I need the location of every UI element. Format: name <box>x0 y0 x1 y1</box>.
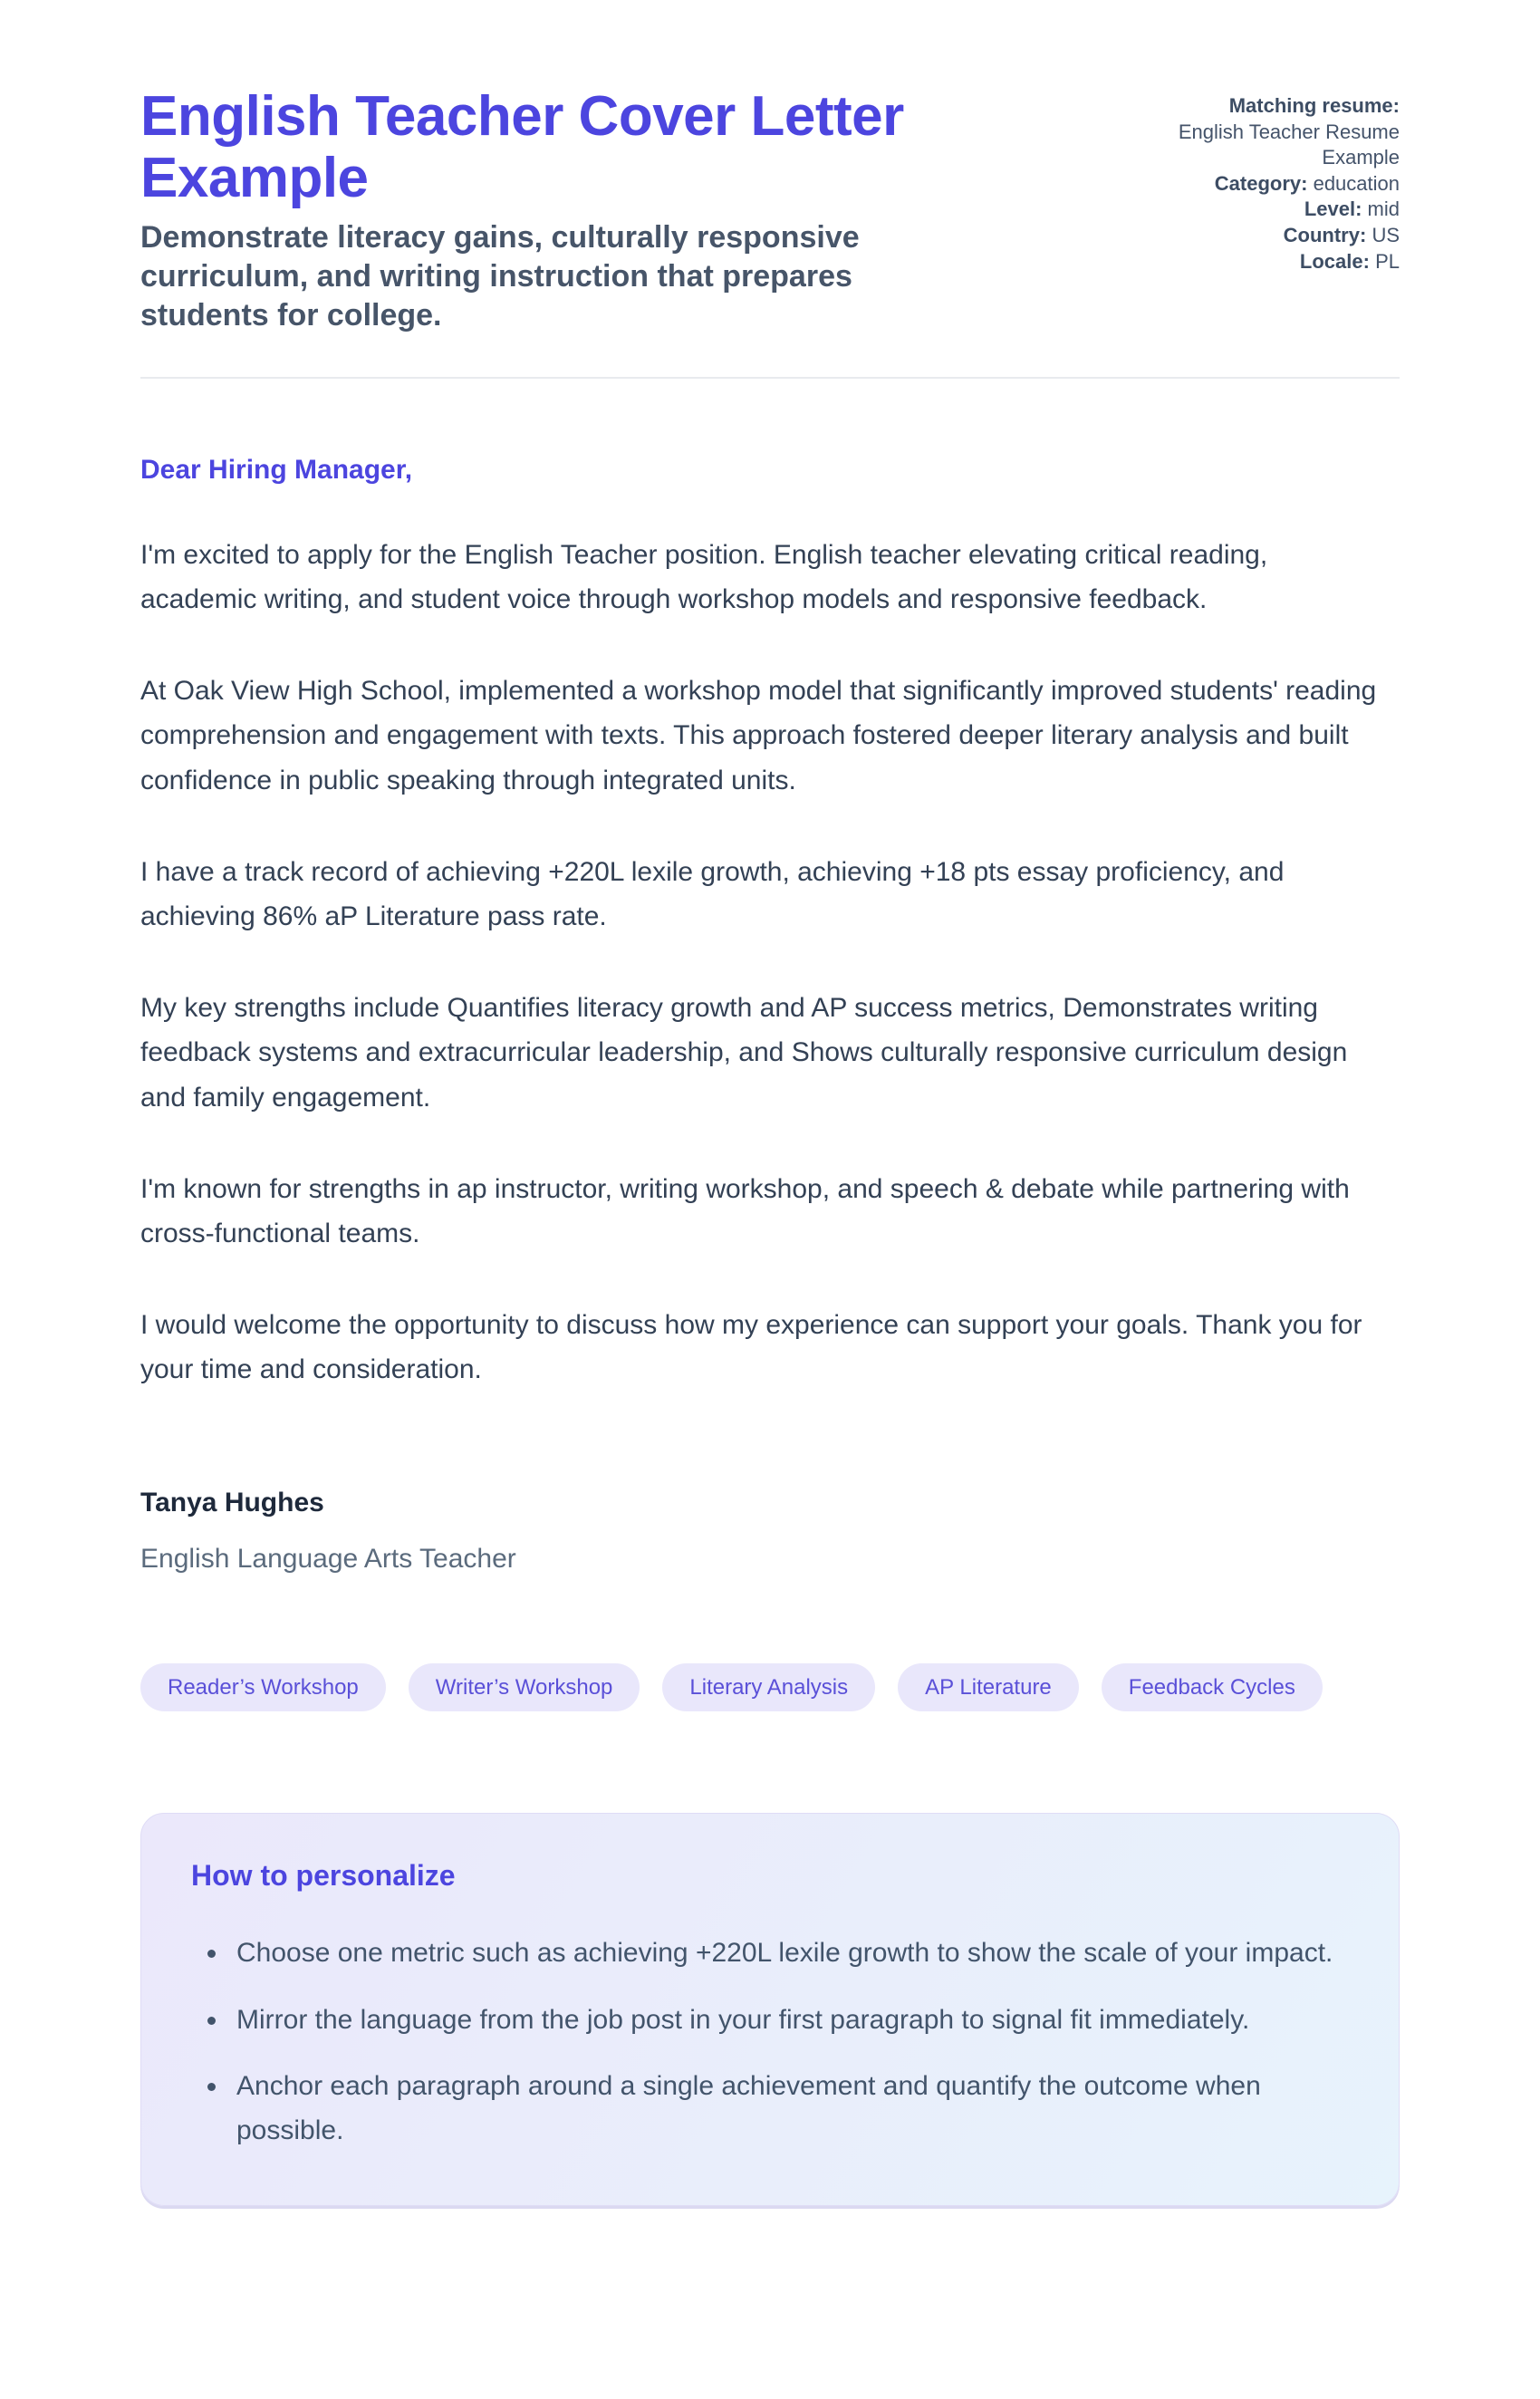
resume-meta-panel <box>1171 86 1400 275</box>
signature-name: Tanya Hughes <box>140 1488 324 1518</box>
letter-paragraph: I have a track record of achieving +220L lexile growth, achieving +18 pts essay proficiency, and achieving 86% aP Literature pass rate. <box>140 856 1285 931</box>
letter-paragraph: I'm known for strengths in ap instructor, writing workshop, and speech & debate while partnering with cross-functional teams. <box>140 1173 1350 1248</box>
meta-country-label: Country: <box>1283 223 1367 246</box>
page-title-line1: English Teacher Cover Letter <box>140 85 904 148</box>
letter-paragraph: I would welcome the opportunity to discuss how my experience can support your goals. Thank you for your time and consideration. <box>140 1310 1362 1385</box>
personalize-tip: • Choose one metric such as achieving +220L lexile growth to show the scale of your impact. <box>229 1931 1343 1975</box>
meta-category-label: Category: <box>1214 171 1308 195</box>
meta-category <box>1171 171 1400 198</box>
letter-paragraph: I'm excited to apply for the English Teacher position. English teacher elevating critical reading, academic writing, and student voice through workshop models and responsive feedback. <box>140 539 1268 615</box>
salutation: Dear Hiring Manager, <box>140 454 413 485</box>
how-to-personalize-list <box>191 1931 1349 2153</box>
meta-level <box>1171 197 1400 223</box>
keyword-tags <box>140 1663 1400 1711</box>
page-subtitle: Demonstrate literacy gains, culturally responsive curriculum, and writing instruction that prepares students for college. <box>140 220 860 333</box>
meta-matching-resume-value: English Teacher Resume Example <box>1178 120 1400 169</box>
meta-country <box>1171 223 1400 249</box>
meta-locale-label: Locale: <box>1299 249 1370 273</box>
tag-literary-analysis[interactable]: Literary Analysis <box>662 1663 875 1711</box>
letter-paragraph: At Oak View High School, implemented a workshop model that significantly improved students' reading comprehension and engagement with texts. This approach fostered deeper literary analysis and built confidence in public speaking through integrated units. <box>140 676 1377 795</box>
tag-writers-workshop[interactable]: Writer’s Workshop <box>409 1663 640 1711</box>
page-title-line2: Example <box>140 147 369 210</box>
meta-level-label: Level: <box>1304 198 1362 221</box>
signature-role: English Language Arts Teacher <box>140 1544 516 1575</box>
meta-category-value: education <box>1313 171 1400 195</box>
meta-level-value: mid <box>1367 198 1400 221</box>
tag-ap-literature[interactable]: AP Literature <box>898 1663 1079 1711</box>
header-title-block <box>140 86 967 335</box>
header-divider <box>140 377 1400 379</box>
personalize-tip: • Mirror the language from the job post in your first paragraph to signal fit immediately. <box>229 1998 1343 2042</box>
meta-matching-resume-label: Matching resume: <box>1228 94 1400 117</box>
meta-locale-value: PL <box>1375 249 1400 273</box>
personalize-tip: • Anchor each paragraph around a single achievement and quantify the outcome when possible. <box>229 2064 1343 2153</box>
cover-letter-page <box>140 0 1400 2288</box>
how-to-personalize-box <box>140 1813 1400 2206</box>
meta-country-value: US <box>1372 223 1400 246</box>
how-to-personalize-title: How to personalize <box>191 1859 456 1893</box>
page-title <box>140 86 967 209</box>
page-header <box>140 86 1400 335</box>
letter-paragraph: My key strengths include Quantifies literacy growth and AP success metrics, Demonstrates writing feedback systems and extracurricular leadership, and Shows culturally responsive curriculum design and family engagement. <box>140 993 1348 1113</box>
meta-locale <box>1171 249 1400 275</box>
tag-readers-workshop[interactable]: Reader’s Workshop <box>140 1663 386 1711</box>
meta-matching-resume <box>1171 93 1400 171</box>
cover-letter-body <box>140 455 1400 1575</box>
tag-feedback-cycles[interactable]: Feedback Cycles <box>1102 1663 1323 1711</box>
